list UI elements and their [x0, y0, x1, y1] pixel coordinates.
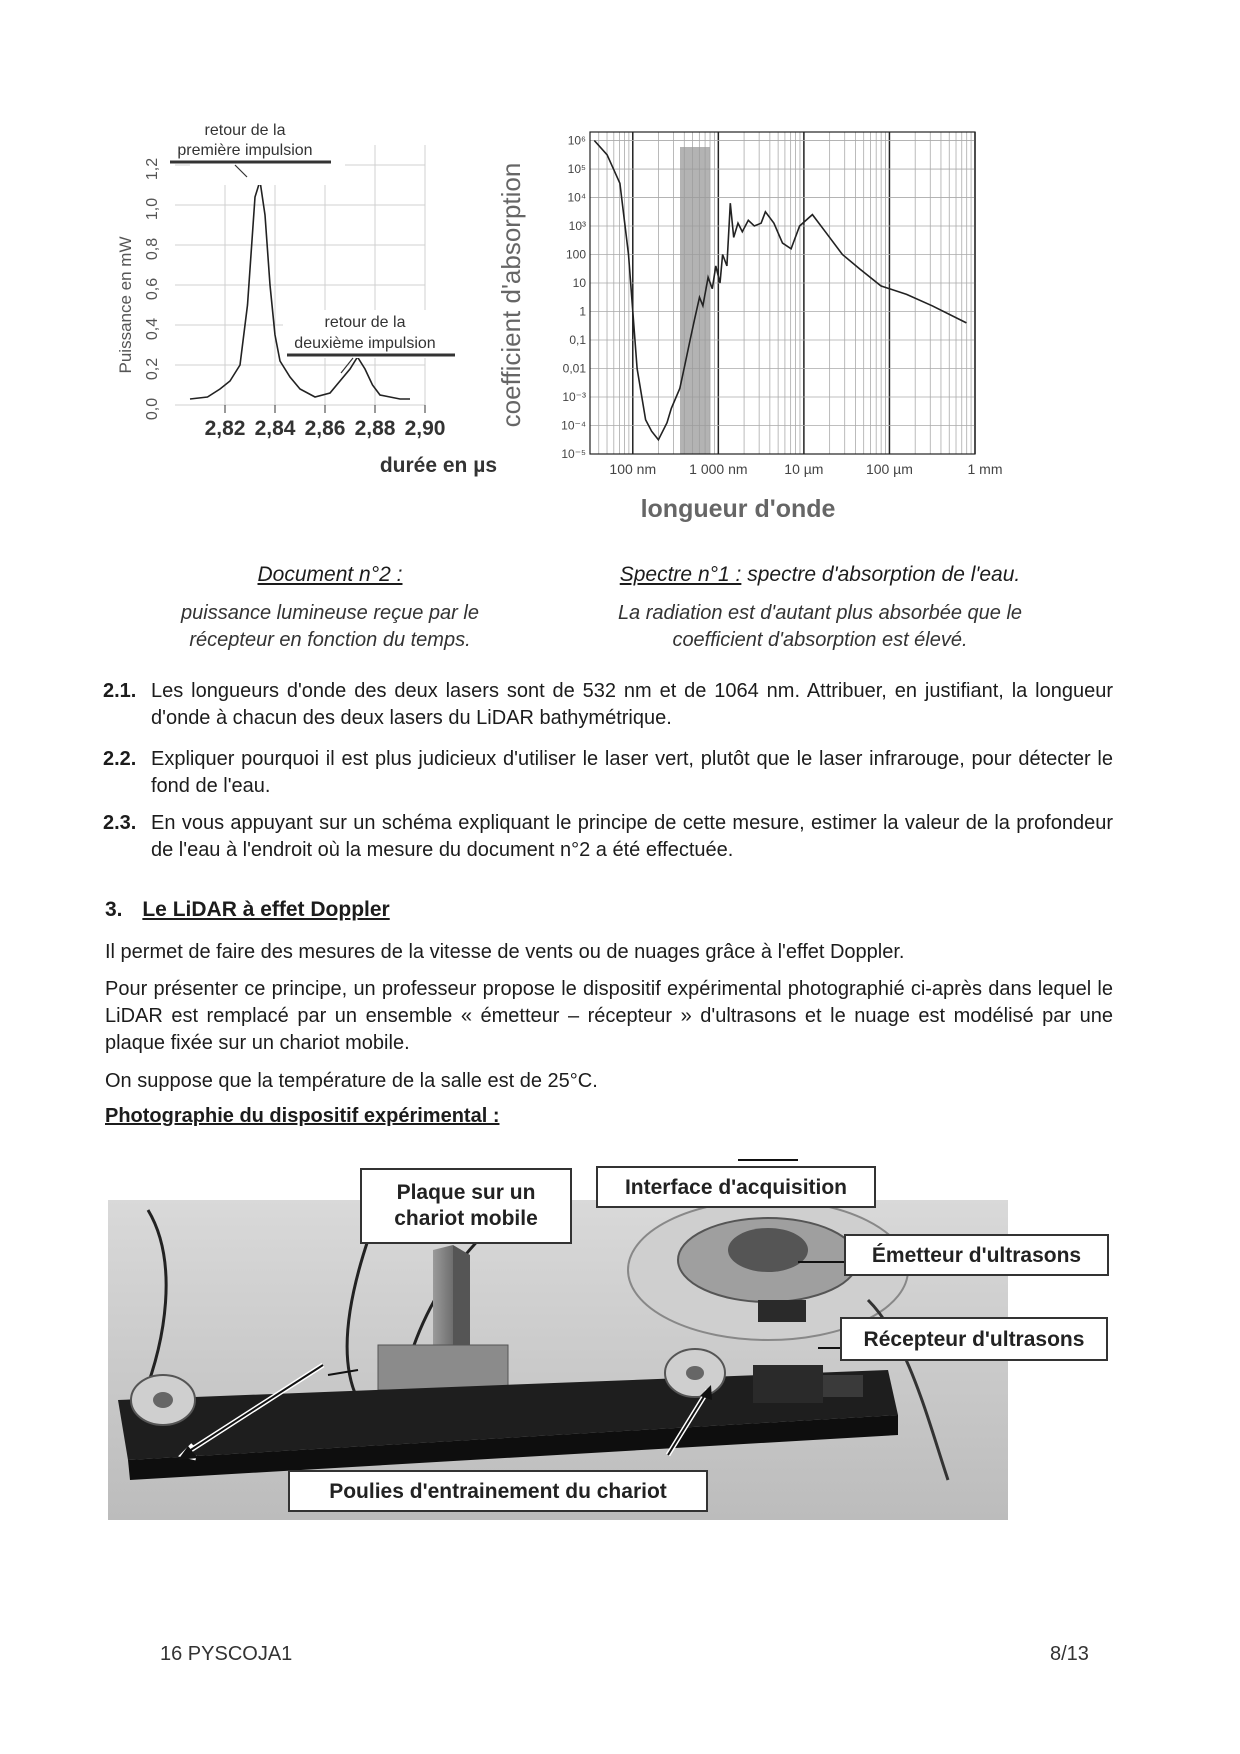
x-tick-label: 2,84 [254, 417, 296, 440]
y-tick-label: 0,6 [144, 277, 161, 301]
spectre-caption-line1: La radiation est d'autant plus absorbée que le [617, 602, 1023, 624]
section3-paragraph-2: Pour présenter ce principe, un professeur propose le dispositif expérimental photographié ci-après dans lequel le LiDAR est remplacé par un ensemble « émetteur – récepteur » d'ultrasons et le nuage est modélisé par une plaque fixée sur un chariot mobile. [105, 978, 1113, 1054]
x-tick-label: 1 000 nm [689, 461, 748, 477]
x-tick-label: 1 mm [967, 461, 1003, 477]
y-tick-label: 10³ [568, 219, 586, 234]
label-interface: Interface d'acquisition [596, 1166, 876, 1208]
photo-title: Photographie du dispositif expérimental : [105, 1105, 500, 1127]
x-tick-label: 10 µm [784, 461, 824, 477]
section3-paragraph-1: Il permet de faire des mesures de la vitesse de vents ou de nuages grâce à l'effet Doppler. [105, 941, 905, 963]
chart2-x-ticks [609, 461, 1002, 477]
section3-paragraph-3: On suppose que la température de la salle est de 25°C. [105, 1070, 598, 1092]
cart [378, 1345, 508, 1390]
section3-title: Le LiDAR à effet Doppler [142, 898, 390, 921]
question-text: Les longueurs d'onde des deux lasers sont de 532 nm et de 1064 nm. Attribuer, en justifiant, la longueur d'onde à chacun des deux lasers du LiDAR bathymétrique. [151, 680, 1113, 729]
y-tick-label: 0,01 [562, 361, 586, 376]
chart1-x-ticks [205, 405, 446, 440]
question-number: 2.2. [103, 748, 137, 770]
spectre-caption-subtitle: spectre d'absorption de l'eau. [747, 563, 1021, 586]
y-tick-label: 0,8 [144, 237, 161, 261]
label-poulies: Poulies d'entrainement du chariot [288, 1470, 708, 1512]
chart-document-2 [95, 105, 515, 535]
question-2-3 [103, 810, 1113, 864]
y-tick-label: 10⁴ [567, 190, 586, 205]
question-text: En vous appuyant sur un schéma expliquant le principe de cette mesure, estimer la valeur de la profondeur de l'eau à l'endroit où la mesure du document n°2 a été effectuée. [151, 812, 1113, 861]
y-tick-label: 0,4 [144, 317, 161, 341]
label-plaque-line2: chariot mobile [394, 1207, 538, 1230]
y-tick-label: 0,2 [144, 357, 161, 381]
spectre-caption-title: Spectre n°1 : [619, 563, 742, 586]
y-tick-label: 0,1 [569, 333, 586, 348]
question-2-1 [103, 678, 1113, 732]
chart2-grid [590, 132, 975, 454]
chart1-y-label: Puissance en mW [116, 236, 135, 374]
y-tick-label: 0,0 [144, 397, 161, 421]
y-tick-label: 10⁻⁴ [561, 418, 586, 433]
chart-spectre-1 [496, 120, 1105, 540]
label-plaque-line1: Plaque sur un [396, 1181, 536, 1204]
question-number: 2.1. [103, 680, 137, 702]
chart1-y-ticks [144, 158, 161, 420]
question-text: Expliquer pourquoi il est plus judicieux d'utiliser le laser vert, plutôt que le laser infrarouge, pour détecter le fond de l'eau. [151, 748, 1113, 797]
doc2-caption-title: Document n°2 : [257, 563, 403, 586]
chart1-annotation1-line2: première impulsion [177, 142, 313, 159]
section3-heading [105, 898, 390, 922]
chart1-annotation1-line1: retour de la [204, 122, 286, 139]
x-tick-label: 2,90 [404, 417, 446, 440]
chart2-y-ticks [561, 134, 586, 461]
visible-band [680, 147, 710, 454]
label-plaque [360, 1168, 572, 1244]
label-recepteur: Récepteur d'ultrasons [840, 1317, 1108, 1361]
chart1-annotation2-line2: deuxième impulsion [294, 335, 436, 352]
y-tick-label: 100 [565, 247, 586, 262]
x-tick-label: 2,88 [354, 417, 396, 440]
chart1-annotation2-line1: retour de la [324, 314, 406, 331]
y-tick-label: 1 [579, 304, 586, 319]
footer-page: 8/13 [1050, 1643, 1089, 1665]
chart1-series-line [190, 181, 410, 399]
chart2-series-line [594, 141, 966, 440]
y-tick-label: 10⁵ [567, 162, 586, 177]
ultrasound-emitter [758, 1300, 806, 1322]
y-tick-label: 1,0 [144, 197, 161, 221]
chart2-x-label: longueur d'onde [640, 495, 836, 523]
chart2-y-label: coefficient d'absorption [496, 162, 526, 428]
spectre-caption-title-row [560, 563, 1080, 587]
x-tick-label: 2,82 [204, 417, 246, 440]
label-emetteur: Émetteur d'ultrasons [844, 1234, 1109, 1276]
y-tick-label: 1,2 [144, 157, 161, 181]
y-tick-label: 10⁶ [567, 133, 586, 148]
section3-number: 3. [105, 898, 123, 921]
y-tick-label: 10 [572, 276, 586, 291]
question-2-2 [103, 746, 1113, 800]
chart1-x-label: durée en µs [379, 454, 497, 477]
x-tick-label: 100 µm [865, 461, 913, 477]
spectre-caption-line2: coefficient d'absorption est élevé. [672, 629, 968, 651]
doc2-caption-line2: récepteur en fonction du temps. [189, 629, 471, 651]
x-tick-label: 100 nm [609, 461, 657, 477]
footer-code: 16 PYSCOJA1 [160, 1643, 293, 1665]
y-tick-label: 10⁻³ [562, 390, 586, 405]
doc2-caption-line1: puissance lumineuse reçue par le [181, 602, 479, 624]
question-number: 2.3. [103, 812, 137, 834]
x-tick-label: 2,86 [304, 417, 346, 440]
ultrasound-receiver [753, 1365, 823, 1403]
y-tick-label: 10⁻⁵ [561, 447, 586, 461]
